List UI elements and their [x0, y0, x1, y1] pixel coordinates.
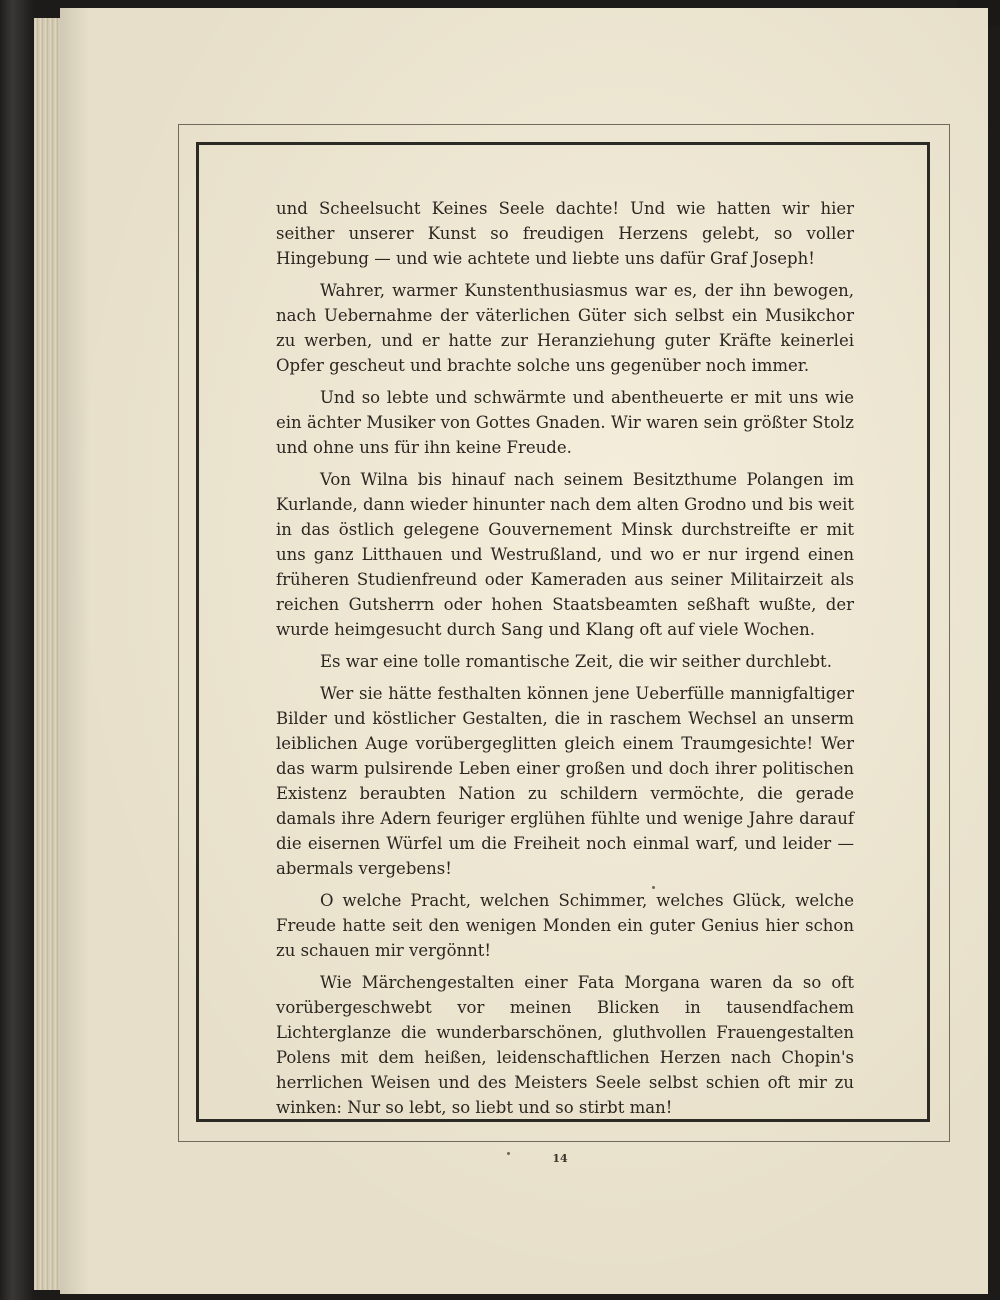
- paragraph: Und so lebte und schwärmte und abentheuerte er mit uns wie ein ächter Musiker von Gottes Gnaden. Wir waren sein größter Stolz und ohne uns für ihn keine Freude.: [276, 388, 854, 457]
- paragraph: Es war eine tolle romantische Zeit, die wir seither durchlebt.: [320, 652, 832, 671]
- ink-speck: [652, 886, 655, 889]
- paragraph: Wahrer, warmer Kunstenthusiasmus war es, der ihn bewogen, nach Uebernahme der väterlichen Güter sich selbst ein Musikchor zu werben, und er hatte zur Heranziehung guter Kräfte keinerlei Opfer gescheut und brachte solche uns gegenüber noch immer.: [276, 281, 854, 375]
- paragraph: O welche Pracht, welchen Schimmer, welches Glück, welche Freude hatte seit den wenigen Monden ein guter Genius hier schon zu schauen mir vergönnt!: [276, 891, 854, 960]
- ink-speck: [507, 1152, 510, 1155]
- paragraph: Wer sie hätte festhalten können jene Ueberfülle mannigfaltiger Bilder und köstlicher Gestalten, die in raschem Wechsel an unserm leiblichen Auge vorübergeglitten gleich einem Traumgesichte! Wer das warm pulsirende Leben einer großen und doch ihrer politischen Existenz beraubten Nation zu schildern vermöchte, die gerade damals ihre Adern feuriger erglühen fühlte und wenige Jahre darauf die eisernen Würfel um die Freiheit noch einmal warf, und leider — abermals vergebens!: [276, 684, 854, 878]
- paragraph: Von Wilna bis hinauf nach seinem Besitzthume Polangen im Kurlande, dann wieder hinunter nach dem alten Grodno und bis weit in das östlich gelegene Gouvernement Minsk durchstreifte er mit uns ganz Litthauen und Westrußland, und wo er nur irgend einen früheren Studienfreund oder Kameraden aus seiner Militairzeit als reichen Gutsherrn oder hohen Staatsbeamten seßhaft wußte, der wurde heimgesucht durch Sang und Klang oft auf viele Wochen.: [276, 470, 854, 639]
- page-number: 14: [552, 1152, 568, 1165]
- paragraph: und Scheelsucht Keines Seele dachte! Und wie hatten wir hier seither unserer Kunst so freudigen Herzens gelebt, so voller Hingebung — und wie achtete und liebte uns dafür Graf Joseph!: [276, 199, 854, 268]
- body-text: [276, 196, 854, 1117]
- paragraph: Wie Märchengestalten einer Fata Morgana waren da so oft vorübergeschwebt vor meinen Blicken in tausendfachem Lichterglanze die wunderbarschönen, gluthvollen Frauengestalten Polens mit dem heißen, leidenschaftlichen Herzen nach Chopin's herrlichen Weisen und des Meisters Seele selbst schien oft mir zu winken: Nur so lebt, so liebt und so stirbt man!: [276, 973, 854, 1117]
